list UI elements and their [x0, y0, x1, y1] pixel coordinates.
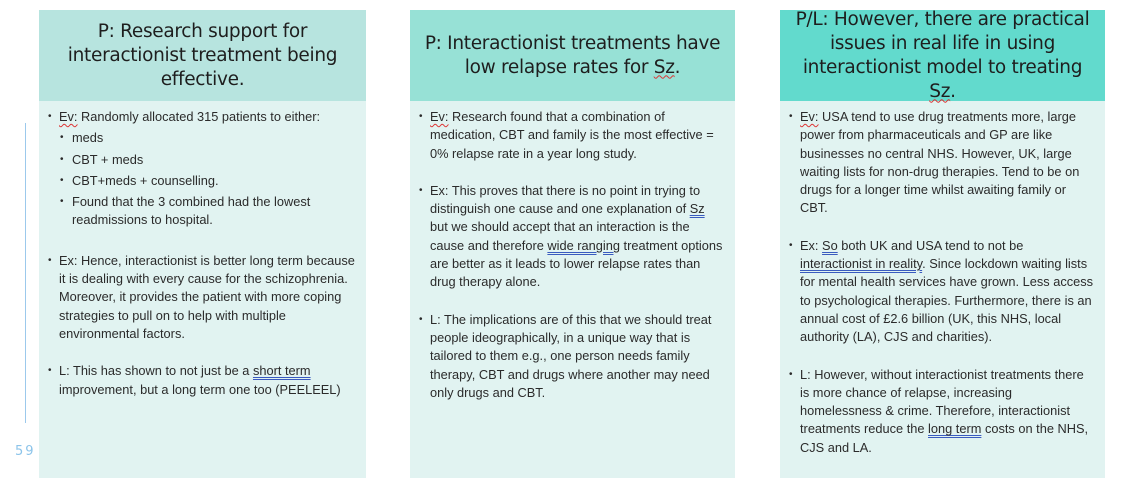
ex-part: Ex: [800, 237, 823, 253]
list-item [59, 193, 356, 230]
card-body [780, 101, 1105, 457]
sz-abbrev: Sz [689, 201, 705, 217]
card-title [410, 10, 735, 101]
ex-part: but we should accept that an interaction is the cause and therefore [430, 219, 690, 253]
list-item [59, 151, 356, 169]
bullet-icon: • [789, 368, 793, 380]
ev-prefix: Ev: [430, 109, 449, 124]
list-item-text: CBT + meds [72, 151, 144, 167]
link-text-part: improvement, but a long term one too (PEELEEL) [59, 381, 341, 397]
link-text-part: L: However, without interactionist treatments there is more chance of relapse, increasing homelessness & crime. Therefore, interactionist treatments reduce the [800, 366, 1084, 437]
ev-prefix: Ev: [59, 109, 78, 124]
bullet-icon: • [419, 184, 423, 196]
evidence-text [430, 108, 725, 163]
bullet-icon: • [60, 196, 64, 208]
card-title-text [420, 32, 725, 80]
link-text [59, 362, 356, 399]
page-number: 59 [15, 444, 36, 459]
long-term-phrase: long term [928, 421, 982, 437]
explanation-point [788, 237, 1095, 347]
bullet-icon: • [60, 153, 64, 165]
ev-body: Research found that a combination of medication, CBT and family is the most effective = 0% relapse rate in a year long study. [430, 109, 714, 161]
so-word: So [822, 237, 838, 253]
bullet-icon: • [789, 111, 793, 122]
ev-prefix: Ev: [800, 109, 819, 124]
list-item [59, 129, 356, 147]
evidence-point [788, 108, 1095, 218]
list-item-text: Found that the 3 combined had the lowest readmissions to hospital. [72, 194, 311, 228]
sz-abbrev: Sz [929, 80, 951, 102]
title-part: P: Interactionist treatments have low relapse rates for [424, 32, 721, 78]
link-text-part: costs on the NHS, CJS and LA. [800, 421, 1089, 455]
bullet-icon: • [60, 174, 64, 186]
evidence-point [418, 108, 725, 163]
explanation-text [430, 182, 725, 292]
card-body [39, 101, 366, 399]
bullet-icon: • [60, 132, 64, 144]
link-text-part: L: This has shown to not just be a [59, 363, 253, 379]
link-text: L: The implications are of this that we should treat people ideographically, in a unique way that is tailored to them e.g., one person needs family therapy, CBT and drugs where another may need only drugs and CBT. [430, 311, 712, 400]
ev-body: USA tend to use drug treatments more, large power from pharmaceuticals and GP are like businesses no central NHS. However, UK, large waiting lists for non-drug therapies. Tend to be on drugs for a longer time whilst awaiting family or CBT. [800, 109, 1080, 216]
title-part: P/L: However, there are practical issues in real life in using interactionist model to treating [795, 8, 1090, 78]
card-relapse-rates [410, 10, 735, 478]
short-term-phrase: short term [252, 363, 311, 379]
card-body [410, 101, 735, 402]
card-title [39, 10, 366, 101]
explanation-text [800, 237, 1095, 347]
card-research-support [39, 10, 366, 478]
explanation-point [47, 252, 356, 343]
treatment-list [59, 129, 356, 229]
title-part: . [674, 56, 681, 78]
wide-ranging-phrase: wide ranging [547, 237, 620, 253]
card-title-text: P: Research support for interactionist treatment being effective. [67, 20, 338, 90]
list-item-text: CBT+meds + counselling. [72, 172, 219, 188]
link-point [418, 311, 725, 402]
title-part: . [950, 80, 956, 102]
explanation-point [418, 182, 725, 292]
explanation-text: Ex: Hence, interactionist is better long term because it is dealing with every cause for the schizophrenia. Moreover, it provides the patient with more coping strategies to pull on to help with multiple environmental factors. [59, 252, 355, 341]
ex-part: Ex: This proves that there is no point in trying to distinguish one cause and one explanation of [430, 182, 701, 217]
card-practical-issues [780, 10, 1105, 478]
evidence-text [59, 108, 356, 233]
bullet-icon: • [48, 111, 52, 122]
link-point [47, 362, 356, 399]
list-item-text: meds [72, 130, 104, 146]
bullet-icon: • [789, 239, 793, 251]
bullet-icon: • [419, 111, 423, 122]
link-point [788, 366, 1095, 457]
ex-part: . Since lockdown waiting lists for mental health services have grown. Less access to psychological therapies. Furthermore, there is an annual cost of £2.6 billion (UK, this NHS, local authority (LA), CJS and charities). [800, 256, 1094, 345]
card-title-text [790, 8, 1095, 104]
sz-abbrev: Sz [653, 56, 675, 78]
bullet-icon: • [48, 365, 52, 377]
bullet-icon: • [419, 313, 423, 325]
link-text [800, 366, 1095, 457]
evidence-point [47, 108, 356, 233]
evidence-text [800, 108, 1095, 218]
ex-part: treatment options are better as it leads to lower relapse rates than drug therapy alone. [430, 237, 723, 290]
reality-phrase: interactionist in reality [800, 256, 923, 272]
ev-body: Randomly allocated 315 patients to either: [77, 109, 321, 124]
left-margin-line [25, 123, 26, 423]
bullet-icon: • [48, 254, 52, 266]
list-item [59, 172, 356, 190]
ex-part: both UK and USA tend to not be [837, 237, 1024, 253]
card-title [780, 10, 1105, 101]
